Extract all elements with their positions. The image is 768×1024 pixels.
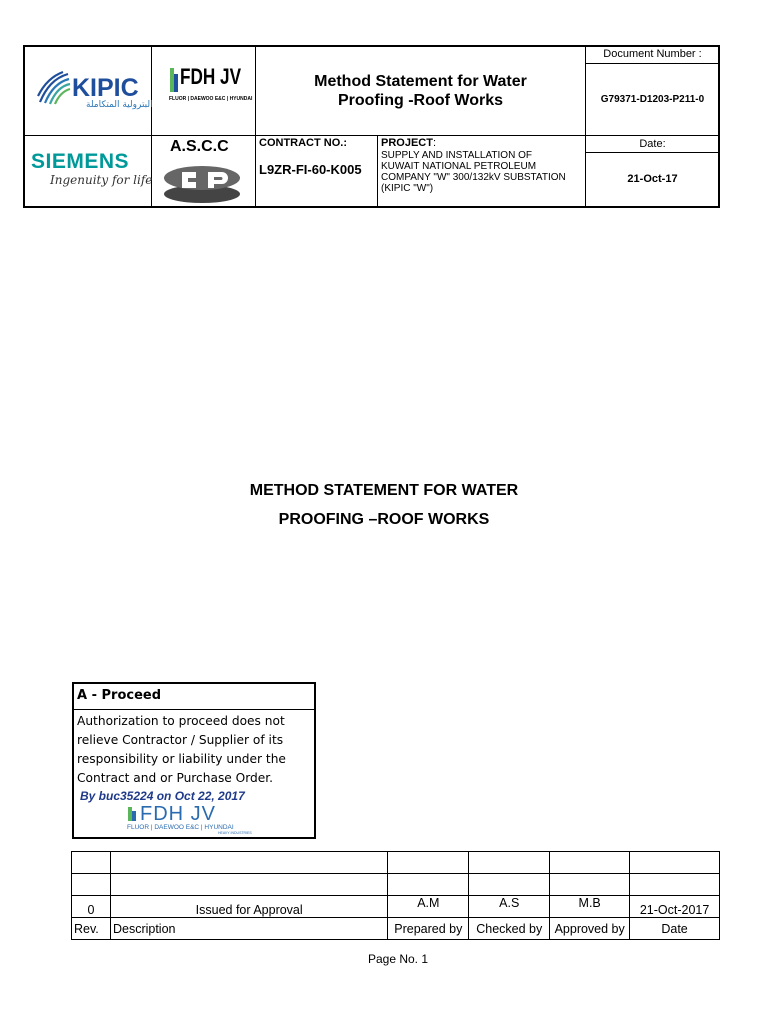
page-number: Page No. 1	[367, 952, 429, 966]
checked-cell: A.S	[469, 896, 550, 918]
siemens-tagline: Ingenuity for life	[50, 173, 153, 187]
approved-cell	[550, 852, 630, 874]
project-description	[381, 150, 585, 194]
approval-fdh-logo	[74, 803, 314, 839]
document-title-line2: Proofing -Roof Works	[337, 92, 504, 109]
fdh-logo-text: FDH JV	[180, 64, 242, 89]
date-cell	[630, 852, 720, 874]
main-title-line2: PROOFING –ROOF WORKS	[278, 511, 490, 528]
description-cell	[110, 874, 387, 896]
project-label	[381, 137, 436, 149]
approval-logo-sub	[127, 824, 234, 831]
approval-logo-sub-2: HYUNDAI	[204, 824, 234, 831]
project-line2: KUWAIT NATIONAL PETROLEUM	[381, 161, 537, 172]
revision-table	[71, 851, 720, 940]
checked-cell	[469, 874, 550, 896]
date-cell: 21-Oct-2017	[630, 896, 720, 918]
approved-cell	[550, 874, 630, 896]
approval-signature: By buc35224 on Oct 22, 2017	[80, 789, 245, 803]
main-title-line1: METHOD STATEMENT FOR WATER	[249, 482, 519, 499]
kipic-logo-arabic: البترولية المتكاملة	[86, 100, 153, 110]
contract-number: L9ZR-FI-60-K005	[259, 162, 362, 177]
approval-line4: Contract and or Purchase Order.	[77, 771, 274, 785]
approval-text	[74, 710, 314, 788]
header-prepared-by: Prepared by	[388, 918, 469, 940]
project-line3: COMPANY "W" 300/132kV SUBSTATION	[381, 172, 566, 183]
prepared-cell: A.M	[388, 896, 469, 918]
rev-cell	[72, 852, 111, 874]
approval-heading: A - Proceed	[74, 684, 314, 710]
description-cell: Issued for Approval	[110, 896, 387, 918]
approval-line3: responsibility or liability under the	[77, 752, 286, 766]
header-divider	[255, 46, 256, 207]
rev-cell: 0	[72, 896, 111, 918]
ascc-logo-icon	[162, 164, 242, 209]
doc-number: G79371-D1203-P211-0	[600, 94, 705, 105]
project-line1: SUPPLY AND INSTALLATION OF	[381, 150, 532, 161]
main-title	[0, 476, 768, 534]
header-description: Description	[110, 918, 387, 940]
kipic-logo	[36, 70, 72, 111]
description-cell	[110, 852, 387, 874]
rev-cell	[72, 874, 111, 896]
header-row-divider	[586, 63, 719, 64]
project-label-bold: PROJECT	[381, 137, 433, 149]
fdh-logo-mark-icon	[128, 807, 137, 821]
table-header-row	[72, 918, 720, 940]
prepared-cell	[388, 852, 469, 874]
date-value: 21-Oct-17	[627, 173, 678, 185]
fdh-logo-subtext: FLUOR | DAEWOO E&C | HYUNDAI	[169, 96, 253, 102]
ascc-label: A.S.C.C	[170, 138, 229, 155]
table-row	[72, 852, 720, 874]
approval-logo-sub-1: FLUOR | DAEWOO E&C |	[127, 824, 203, 831]
approved-cell: M.B	[550, 896, 630, 918]
doc-number-label: Document Number :	[603, 48, 702, 60]
header-checked-by: Checked by	[469, 918, 550, 940]
project-label-colon: :	[432, 137, 437, 149]
kipic-logo-text: KIPIC	[72, 74, 139, 102]
date-label: Date:	[639, 138, 666, 150]
approval-logo-text: FDH JV	[140, 803, 216, 825]
date-cell	[630, 874, 720, 896]
header-row-divider	[24, 135, 719, 136]
prepared-cell	[388, 874, 469, 896]
table-row	[72, 874, 720, 896]
checked-cell	[469, 852, 550, 874]
approval-line1: Authorization to proceed does not	[77, 714, 285, 728]
document-title-line1: Method Statement for Water	[314, 73, 527, 90]
approval-line2: relieve Contractor / Supplier of its	[77, 733, 284, 747]
document-title	[256, 72, 585, 110]
approval-stamp	[72, 682, 316, 839]
siemens-logo-text: SIEMENS	[31, 150, 130, 173]
kipic-mark-icon	[36, 70, 72, 106]
fdh-logo-mark-icon	[170, 68, 178, 92]
contract-label: CONTRACT NO.:	[259, 137, 347, 149]
header-rev: Rev.	[72, 918, 111, 940]
header-date: Date	[630, 918, 720, 940]
header-divider	[377, 136, 378, 207]
header-approved-by: Approved by	[550, 918, 630, 940]
table-row	[72, 896, 720, 918]
header-row-divider	[586, 152, 719, 153]
project-line4: (KIPIC "W")	[381, 183, 434, 194]
approval-logo-sub-3: HEAVY INDUSTRIES	[218, 831, 252, 835]
